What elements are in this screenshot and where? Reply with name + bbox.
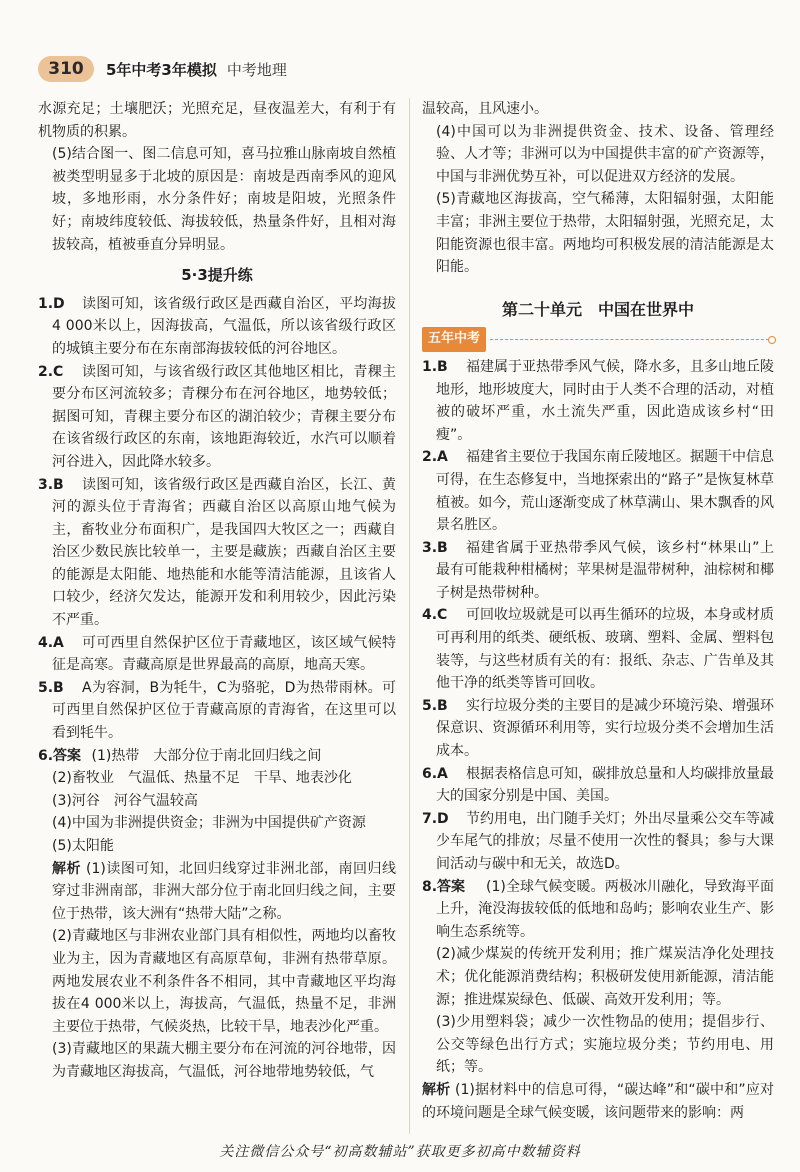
answer-number: 2.A: [422, 449, 448, 466]
question-answer: [422, 604, 774, 694]
unit-title: 第二十单元 中国在世界中: [501, 299, 694, 319]
question-answer: [422, 446, 774, 536]
question-answer: [38, 632, 396, 677]
answer-text: 福建属于亚热带季风气候，降水多，且多山地丘陵地形，地形坡度大，同时由于人类不合理的活动，对植被的破坏严重，水土流失严重，因此造成该乡村“田瘦”。: [436, 358, 774, 443]
answer-number: 1.B: [422, 358, 448, 375]
explanation-text: (2)青藏地区与非洲农业部门具有相似性，两地均以畜牧业为主，因为青藏地区有高原草甸，非洲有热带草原。两地发展农业不利条件各不相同，其中青藏地区平均海拔在4 000米以上，海拔高，气温低，热量不足，非洲主要位于热带，气候炎热，比较干旱，地表沙化严重。: [52, 928, 396, 1035]
answer-number: 5.B: [38, 679, 64, 696]
answer-number: 4.C: [422, 607, 448, 624]
answer-text: 可可西里自然保护区位于青藏地区，该区域气候特征是高寒。青藏高原是世界最高的高原，地高天寒。: [52, 634, 396, 674]
page-number: 310: [38, 56, 94, 82]
answer-number: 6.答案: [38, 747, 82, 764]
section-title: 5·3提升练: [181, 266, 253, 285]
continued-text: 水源充足；土壤肥沃；光照充足，昼夜温差大，有利于有机物质的积累。: [38, 101, 396, 140]
answer-text: 可回收垃圾就是可以再生循环的垃圾，本身或材质可再利用的纸类、硬纸板、玻璃、塑料、金属、塑料包装等，与这些材质有关的有：报纸、杂志、广告单及其他干净的纸类等皆可回收。: [436, 607, 774, 692]
question-answer: [422, 808, 774, 876]
answer-text: (2)畜牧业 气温低、热量不足 干旱、地表沙化: [52, 770, 352, 787]
answer-number: 8.答案: [422, 878, 466, 895]
book-title: 5年中考3年模拟: [106, 60, 217, 79]
left-column: [38, 98, 396, 1084]
book-subtitle: 中考地理: [226, 60, 287, 79]
explanation-label: 解析: [52, 860, 82, 877]
footer-watermark: 关注微信公众号“初高数辅站”获取更多初高中数辅资料: [219, 1144, 581, 1160]
right-column: [422, 98, 774, 1124]
explanation-text: (1)据材料中的信息可得，“碳达峰”和“碳中和”应对的环境问题是全球气候变暖，该问题带来的影响：两: [422, 1081, 775, 1121]
answer-text: 福建省主要位于我国东南丘陵地区。据题干中信息可得，在生态修复中，当地探索出的“路子”是恢复林草植被。如今，荒山逐渐变成了林草满山、果木飘香的风景名胜区。: [436, 449, 774, 534]
page-header: [38, 56, 287, 82]
section-tag-row: [422, 327, 774, 352]
answer-number: 2.C: [38, 363, 64, 380]
answer-number: 3.B: [422, 539, 448, 556]
section-tag: 五年中考: [422, 327, 486, 352]
answer-text: 福建省属于亚热带季风气候，该乡村“林果山”上最有可能栽种柑橘树；苹果树是温带树种，油棕树和椰子树是热带树种。: [436, 539, 774, 601]
explanation: [38, 858, 396, 926]
question-answer: [38, 361, 396, 474]
answer-text: A为容洞，B为牦牛，C为骆驼，D为热带雨林。可可西里自然保护区位于青藏高原的青海省，在这里可以看到牦牛。: [52, 679, 396, 742]
question-answer: [422, 876, 774, 944]
answer-number: 7.D: [422, 810, 449, 827]
tag-divider-line: [490, 339, 774, 340]
continued-text: (4)中国可以为非洲提供资金、技术、设备、管理经验、人才等；非洲可以为中国提供丰富的矿产资源等，中国与非洲优势互补，可以促进双方经济的发展。: [436, 123, 774, 185]
answer-text: (3)少用塑料袋；减少一次性物品的使用；提倡步行、公交等绿色出行方式；实施垃圾分类；节约用电、用纸；等。: [436, 1014, 774, 1076]
answer-text: (3)河谷 河谷气温较高: [52, 792, 198, 809]
answer-text: 读图可知，该省级行政区是西藏自治区，长江、黄河的源头位于青海省；西藏自治区以高原山地气候为主，畜牧业分布面积广，是我国四大牧区之一；西藏自治区少数民族比较单一，主要是藏族；西藏自治区主要的能源是太阳能、地热能和水能等清洁能源，且该省人口较少，经济欠发达，能源开发和利用较少，因此污染不严重。: [52, 476, 396, 629]
answer-text: (1)全球气候变暖。两极冰川融化，导致海平面上升，淹没海拔较低的低地和岛屿；影响农业生产、影响生态系统等。: [436, 878, 774, 940]
continued-text: 温较高，且风速小。: [422, 101, 548, 117]
answer-number: 6.A: [422, 765, 448, 782]
answer-text: (5)太阳能: [52, 838, 114, 854]
question-answer: [422, 356, 774, 446]
answer-text: 节约用电，出门随手关灯；外出尽量乘公交车等减少车尾气的排放；尽量不使用一次性的餐具；参与大课间活动与碳中和无关，故选D。: [436, 810, 774, 872]
question-answer: [422, 695, 774, 763]
continued-text: (5)结合图一、图二信息可知，喜马拉雅山脉南坡自然植被类型明显多于北坡的原因是：南坡是西南季风的迎风坡，多地形雨，水分条件好；南坡是阳坡，光照条件好；南坡纬度较低、海拔较低，热量条件好，且相对海拔较高，植被垂直分异明显。: [52, 146, 396, 253]
explanation-text: (1)读图可知，北回归线穿过非洲北部，南回归线穿过非洲南部，非洲大部分位于南北回归线之间，主要位于热带，该大洲有“热带大陆”之称。: [52, 860, 397, 922]
answer-text: 根据表格信息可知，碳排放总量和人均碳排放量最大的国家分别是中国、美国。: [436, 765, 774, 805]
explanation: [422, 1079, 774, 1124]
answer-text: (2)减少煤炭的传统开发利用；推广煤炭洁净化处理技术；优化能源消费结构；积极研发使用新能源，清洁能源；推进煤炭绿色、低碳、高效开发利用；等。: [436, 946, 774, 1008]
column-divider: [409, 98, 410, 1134]
answer-text: 实行垃圾分类的主要目的是减少环境污染、增强环保意识、资源循环利用等，实行垃圾分类不会增加生活成本。: [436, 697, 774, 760]
question-answer: [38, 745, 396, 768]
answer-text: 读图可知，与该省级行政区其他地区相比，青稞主要分布区河流较多；青稞分布在河谷地区，地势较低；据图可知，青稞主要分布区的湖泊较少；青稞主要分布在该省级行政区的东南，该地距海较近，水汽可以顺着河谷进入，因此降水较多。: [52, 363, 396, 470]
continued-text: (5)青藏地区海拔高，空气稀薄，太阳辐射强，太阳能丰富；非洲主要位于热带，太阳辐射强，光照充足，太阳能资源也很丰富。两地均可积极发展的清洁能源是太阳能。: [436, 191, 774, 276]
answer-number: 4.A: [38, 634, 64, 651]
question-answer: [38, 293, 396, 361]
question-answer: [422, 537, 774, 605]
explanation-text: (3)青藏地区的果蔬大棚主要分布在河流的河谷地带，因为青藏地区海拔高，气温低，河谷地带地势较低，气: [52, 1041, 396, 1080]
question-answer: [38, 677, 396, 745]
answer-number: 5.B: [422, 697, 448, 714]
answer-number: 1.D: [38, 295, 65, 312]
explanation-label: 解析: [422, 1081, 451, 1098]
answer-text: (1)热带 大部分位于南北回归线之间: [91, 747, 322, 764]
answer-text: (4)中国为非洲提供资金；非洲为中国提供矿产资源: [52, 815, 366, 832]
question-answer: [422, 763, 774, 808]
answer-text: 读图可知，该省级行政区是西藏自治区，平均海拔4 000米以上，因海拔高，气温低，所以该省级行政区的城镇主要分布在东南部海拔较低的河谷地区。: [52, 295, 396, 357]
question-answer: [38, 474, 396, 632]
answer-number: 3.B: [38, 476, 64, 493]
